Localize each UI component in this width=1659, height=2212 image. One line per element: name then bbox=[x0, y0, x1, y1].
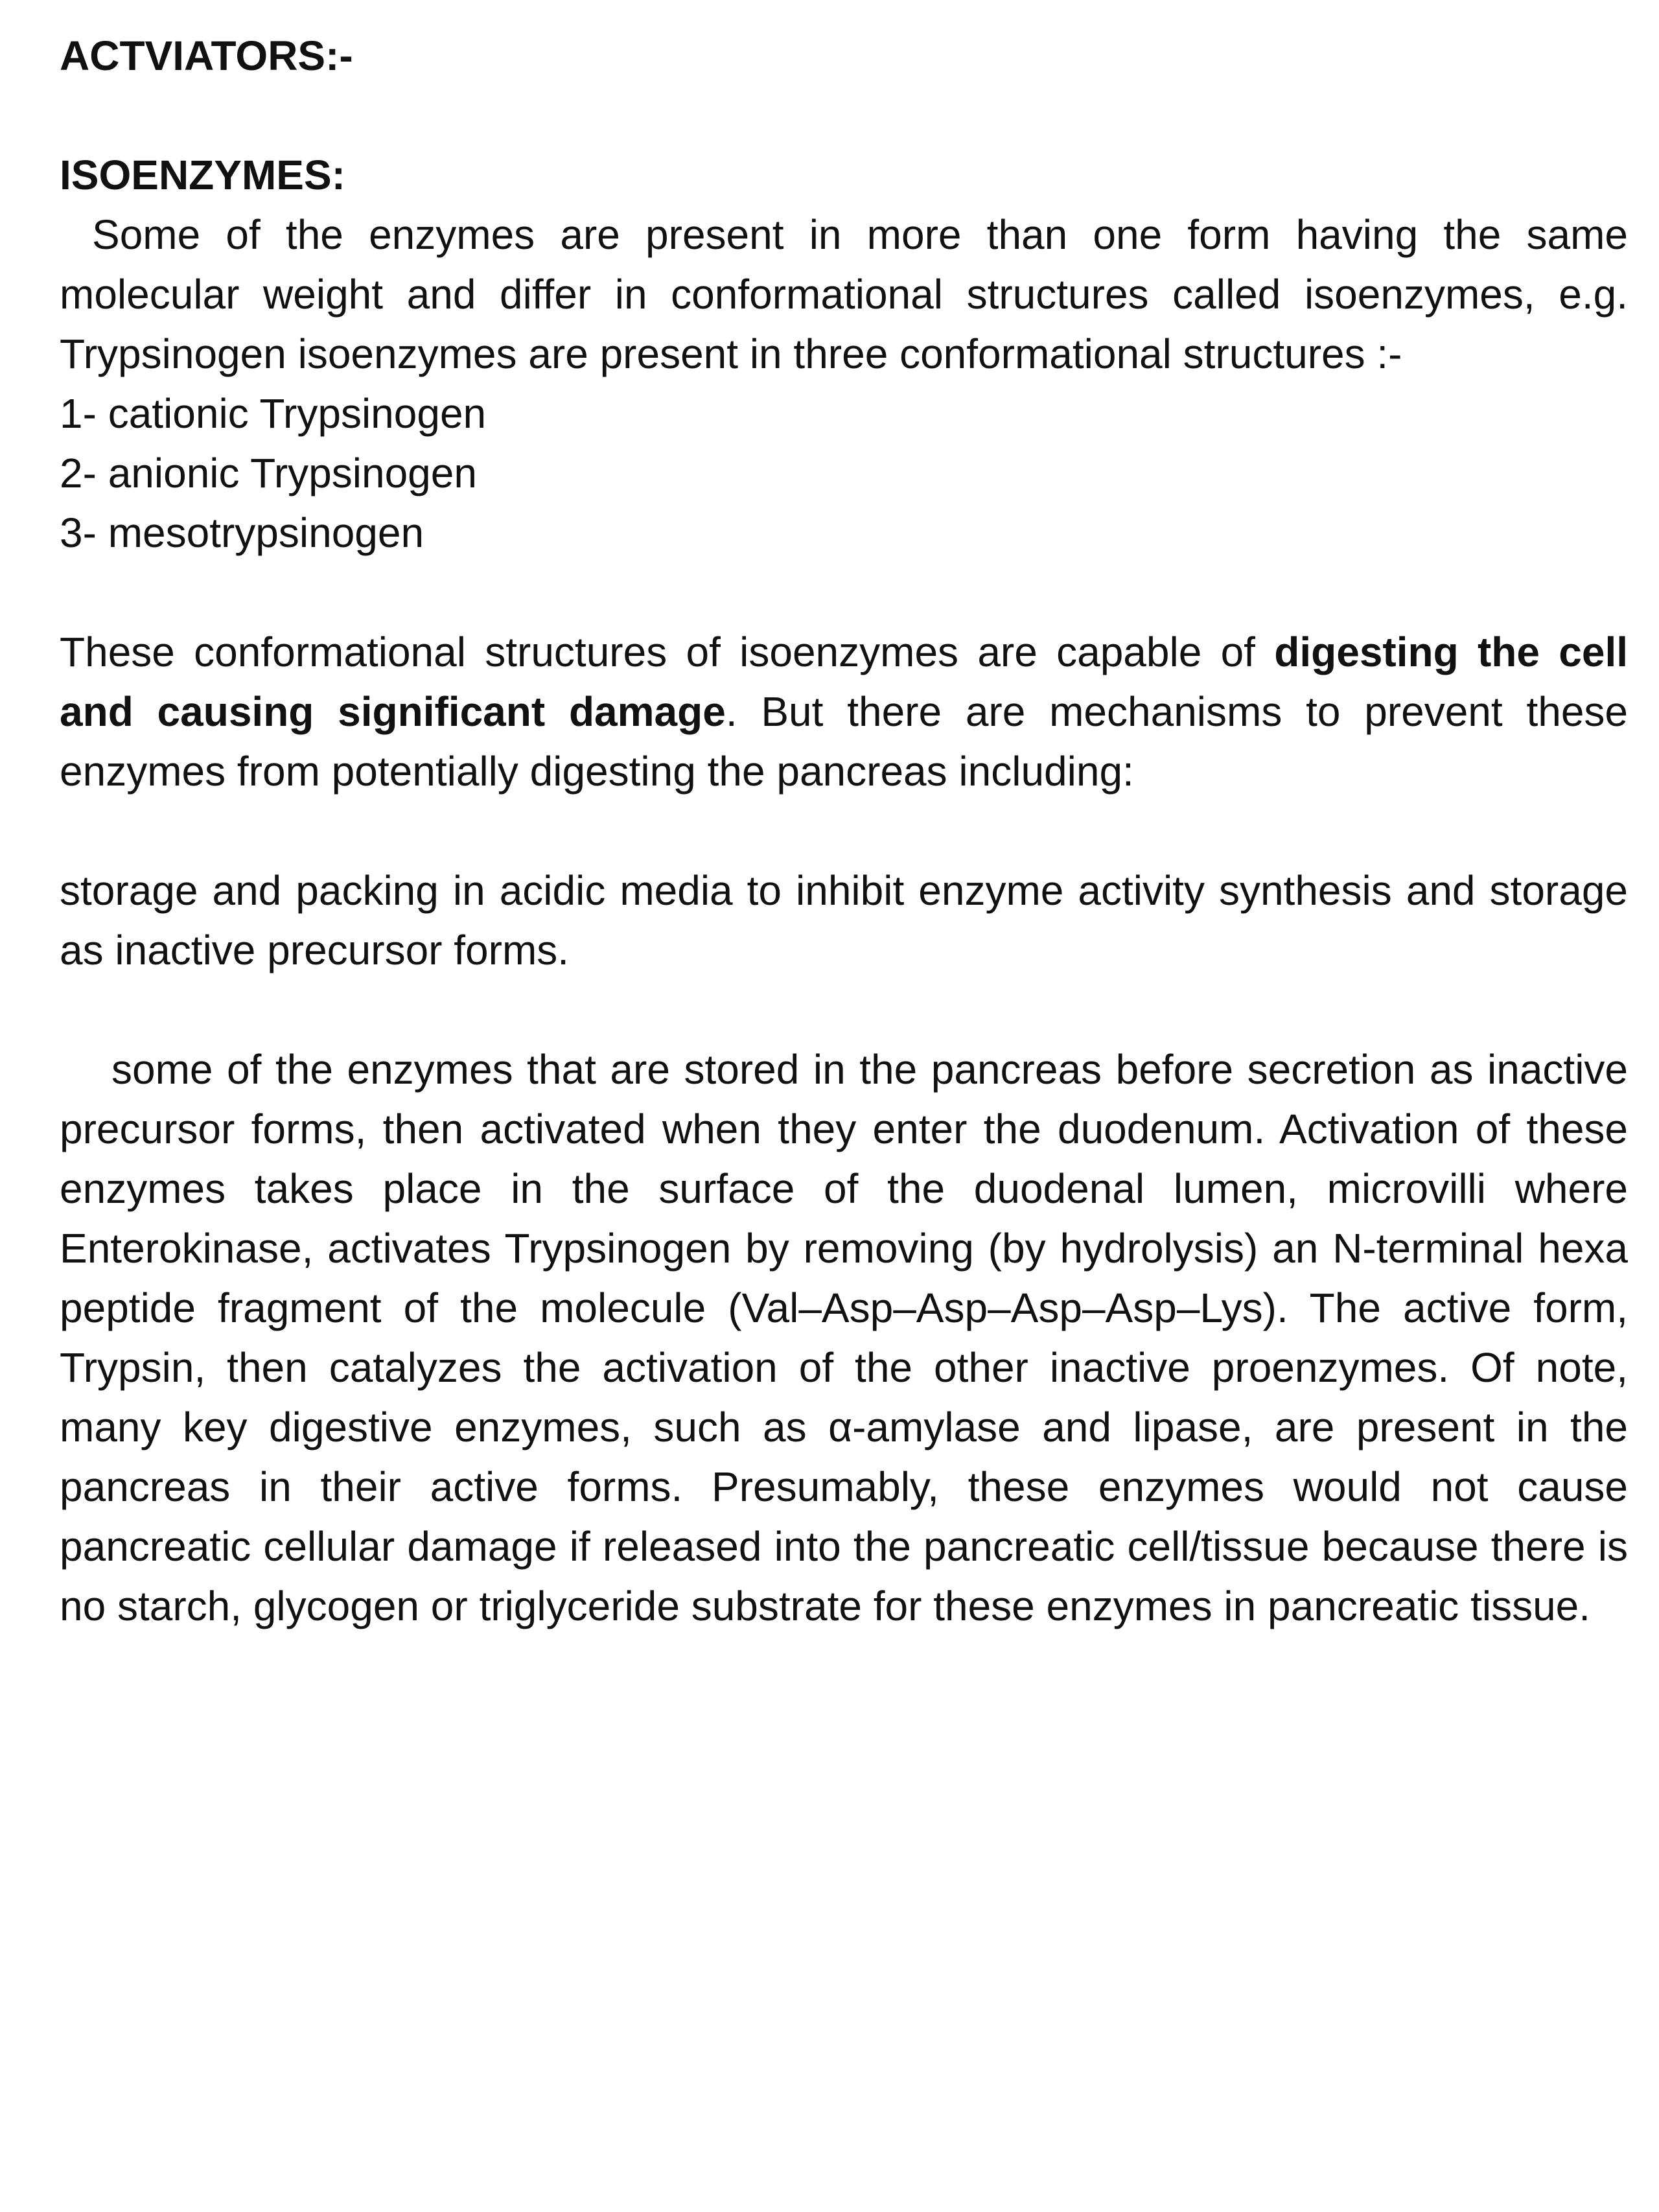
storage-paragraph: storage and packing in acidic media to inhibit enzyme activity synthesis and storage as inactive precursor forms. bbox=[60, 867, 1628, 973]
list-item: 2- anionic Trypsinogen bbox=[60, 450, 477, 496]
intro-paragraph: Some of the enzymes are present in more than one form having the same molecular weight and differ in conformational structures called isoenzymes, e.g. Trypsinogen isoenzymes are present in three conformational structures :- bbox=[60, 211, 1628, 377]
damage-paragraph bbox=[60, 622, 1628, 801]
spacer bbox=[60, 980, 1628, 1040]
damage-text-end: . But there are mechanisms to prevent these enzymes from potentially digesting the pancreas including: bbox=[60, 688, 1629, 795]
spacer bbox=[60, 563, 1628, 622]
isoenzyme-list bbox=[60, 384, 1628, 563]
spacer bbox=[60, 86, 1628, 145]
isoenzymes-heading: ISOENZYMES: bbox=[60, 152, 345, 198]
activators-heading: ACTVIATORS:- bbox=[60, 32, 353, 79]
list-item: 3- mesotrypsinogen bbox=[60, 509, 424, 556]
damage-emphasis: digesting the cell and causing significant damage bbox=[60, 629, 1629, 735]
damage-text-start: These conformational structures of isoenzymes are capable of bbox=[60, 629, 1275, 675]
list-item: 1- cationic Trypsinogen bbox=[60, 390, 487, 437]
spacer bbox=[60, 801, 1628, 861]
activation-paragraph: some of the enzymes that are stored in the pancreas before secretion as inactive precursor forms, then activated when they enter the duodenum. Activation of these enzymes takes place in the surface of the duodenal lumen, microvilli where Enterokinase, activates Trypsinogen by removing (by hydrolysis) an N-terminal hexa peptide fragment of the molecule (Val–Asp–Asp–Asp–Asp–Lys). The active form, Trypsin, then catalyzes the activation of the other inactive proenzymes. Of note, many key digestive enzymes, such as α-amylase and lipase, are present in the pancreas in their active forms. Presumably, these enzymes would not cause pancreatic cellular damage if released into the pancreatic cell/tissue because there is no starch, glycogen or triglyceride substrate for these enzymes in pancreatic tissue. bbox=[60, 1046, 1628, 1629]
document-page bbox=[60, 26, 1628, 1636]
